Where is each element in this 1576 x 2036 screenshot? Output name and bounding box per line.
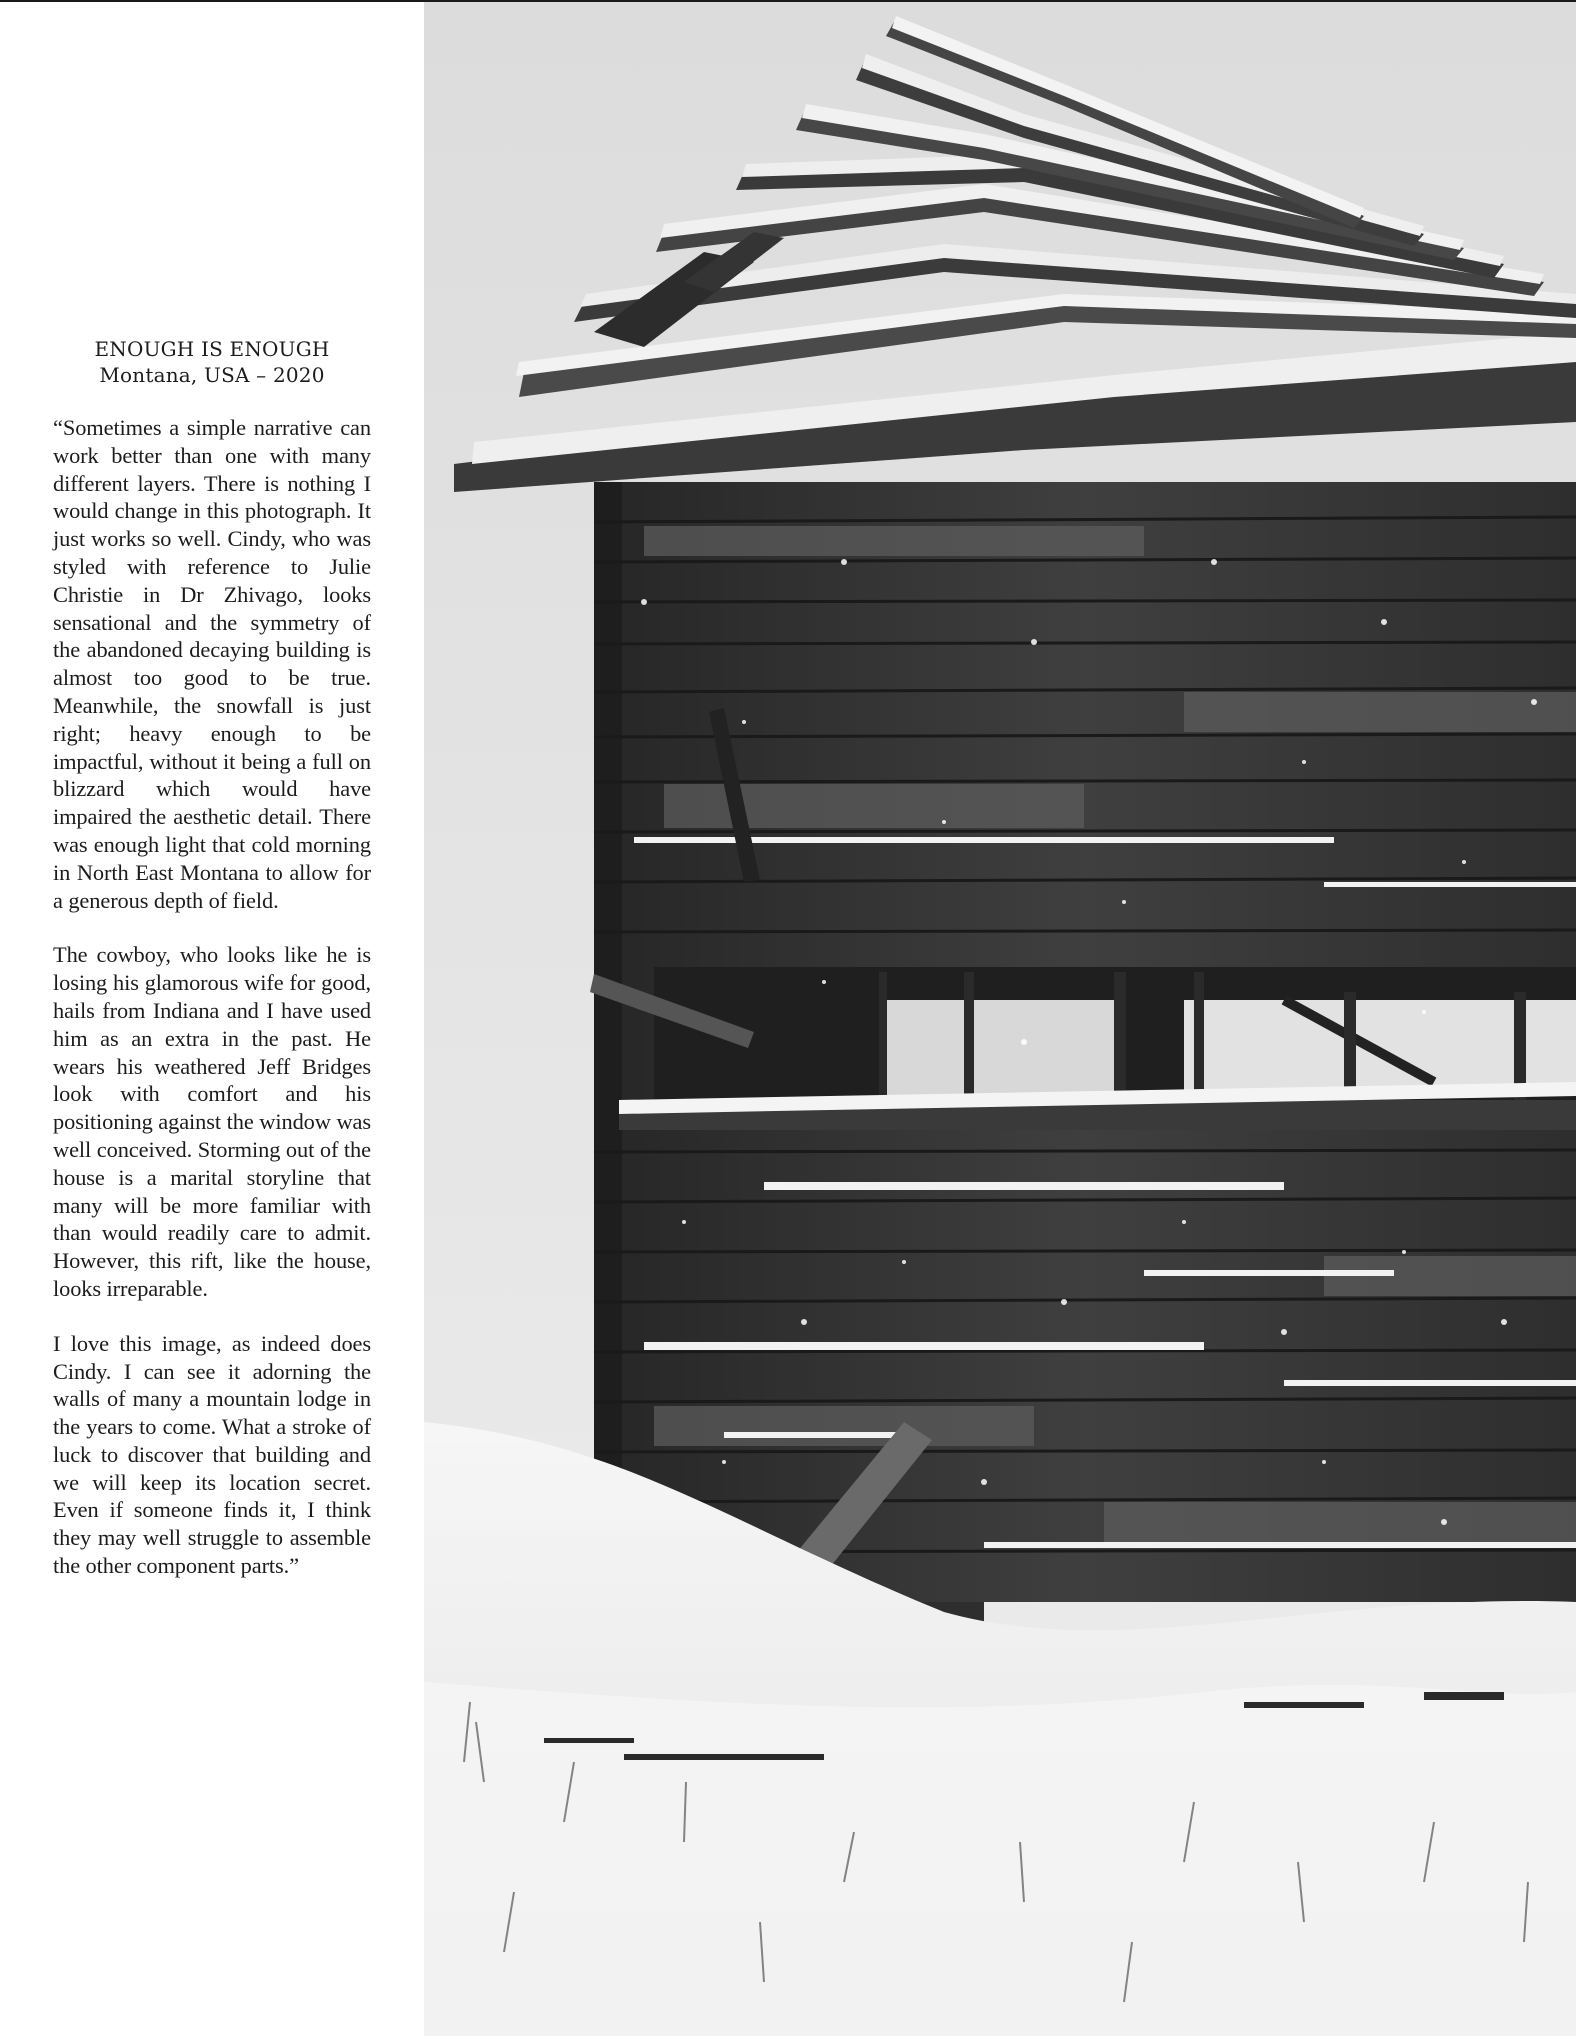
article-text-column <box>53 336 371 1607</box>
shack-photo-illustration <box>424 2 1576 2036</box>
article-title: ENOUGH IS ENOUGH <box>94 337 330 361</box>
article-location-year: Montana, USA – 2020 <box>99 363 325 387</box>
shack-photograph <box>424 2 1576 2036</box>
article-paragraph-1: “Sometimes a simple narrative can work better than one with many different layers. There is nothing I would change in this photograph. It just works so well. Cindy, who was styled with reference to Julie Christie in Dr Zhivago, looks sensational and the symmetry of the abandoned decaying building is almost too good to be true. Meanwhile, the snowfall is just right; heavy enough to be impactful, without it being a full on blizzard which would have impaired the aesthetic detail. There was enough light that cold morning in North East Montana to allow for a generous depth of field. <box>53 415 371 913</box>
article-heading <box>53 336 371 388</box>
article-paragraph-2: The cowboy, who looks like he is losing his glamorous wife for good, hails from Indiana and I have used him as an extra in the past. He wears his weathered Jeff Bridges look with comfort and his positioning against the window was well conceived. Storming out of the house is a marital storyline that many will be more familiar with than would readily care to admit. However, this rift, like the house, looks irreparable. <box>53 942 371 1301</box>
article-paragraph-3: I love this image, as indeed does Cindy. I can see it adorning the walls of many a mountain lodge in the years to come. What a stroke of luck to discover that building and we will keep its location secret. Even if someone finds it, I think they may well struggle to assemble the other component parts.” <box>53 1330 371 1579</box>
shack-window <box>590 967 1576 1130</box>
